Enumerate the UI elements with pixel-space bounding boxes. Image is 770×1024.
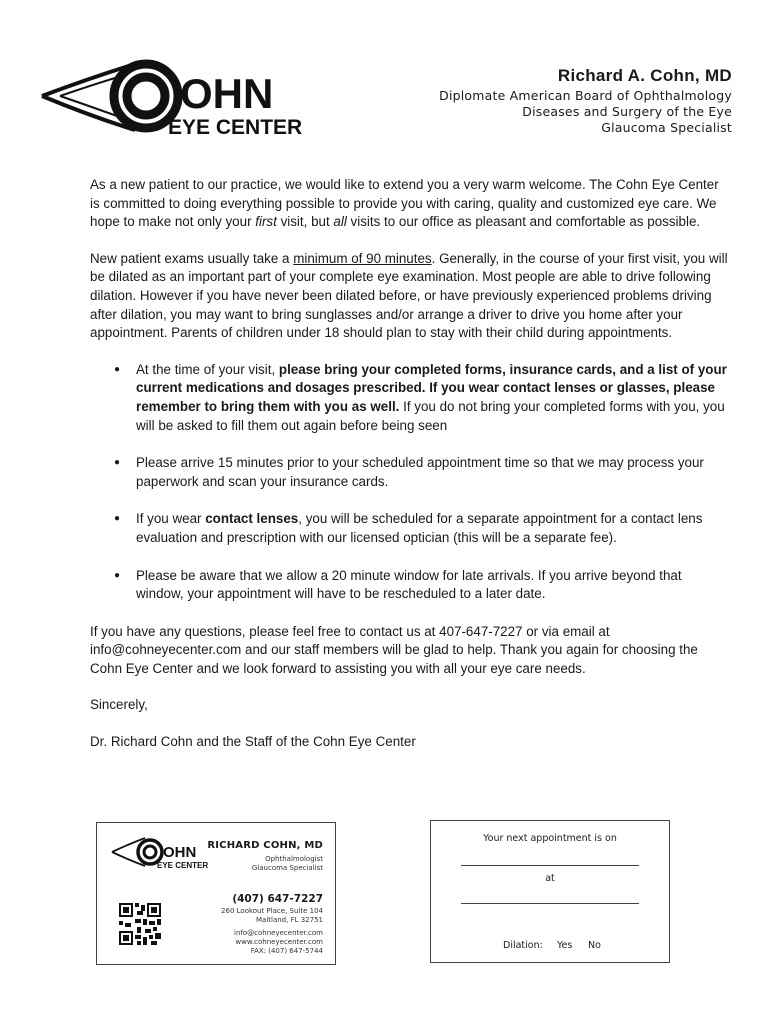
card-fax: FAX: (407) 647-5744 <box>250 947 323 955</box>
credential-line: Diseases and Surgery of the Eye <box>522 104 732 119</box>
contact-paragraph: If you have any questions, please feel free to contact us at 407-647-7227 or via email at info@cohneyecenter.com and our staff members will be glad to help. Thank you again for choosing the Cohn Eye Center and we look forward to assisting you with all your eye care needs. <box>90 623 698 676</box>
appointment-at: at <box>545 873 555 884</box>
credential-line: Glaucoma Specialist <box>601 120 732 135</box>
business-card <box>96 822 336 965</box>
card-phone: (407) 647-7227 <box>232 893 323 905</box>
dilation-label: Dilation: <box>503 940 543 951</box>
closing: Sincerely, <box>90 697 148 713</box>
list-item: ● At the time of your visit, please bring your completed forms, insurance cards, and a list of your current medications and dosages prescribed. If you wear contact lenses or glasses, please remember to bring them with you as well. If you do not bring your completed forms with you, you will be asked to fill them out again before being seen <box>136 361 732 435</box>
card-website: www.cohneyecenter.com <box>235 938 323 946</box>
dilation-yes[interactable]: Yes <box>557 940 573 951</box>
card-name: RICHARD COHN, MD <box>207 840 323 851</box>
credential-line: Diplomate American Board of Ophthalmology <box>439 88 732 103</box>
signature: Dr. Richard Cohn and the Staff of the Cohn Eye Center <box>90 734 416 750</box>
svg-text:EYE CENTER: EYE CENTER <box>157 861 209 870</box>
cohn-eye-center-logo <box>40 58 330 138</box>
eye-logo-icon <box>42 64 178 130</box>
time-line[interactable] <box>461 903 639 904</box>
svg-text:OHN: OHN <box>163 844 197 861</box>
card-title: Glaucoma Specialist <box>251 864 323 872</box>
doctor-name: Richard A. Cohn, MD <box>557 66 732 85</box>
list-item: ● If you wear contact lenses, you will be scheduled for a separate appointment for a contact lens evaluation and prescription with our licensed optician (this will be a separate fee). <box>136 510 732 547</box>
dilation-no[interactable]: No <box>588 940 601 951</box>
date-line[interactable] <box>461 865 639 866</box>
instructions-list <box>90 361 732 604</box>
card-email: info@cohneyecenter.com <box>234 929 323 937</box>
card-address: Maitland, FL 32751 <box>255 916 323 924</box>
list-item: ● Please be aware that we allow a 20 minute window for late arrivals. If you arrive beyond that window, your appointment will have to be rescheduled to a later date. <box>136 567 732 604</box>
letter-body <box>90 176 732 770</box>
appointment-card <box>430 820 670 963</box>
logo-sub-text: EYE CENTER <box>168 116 303 138</box>
qr-code-icon <box>119 903 161 945</box>
logo-main-text: OHN <box>180 70 274 117</box>
eye-logo-icon <box>112 838 162 866</box>
card-address: 260 Lookout Place, Suite 104 <box>221 907 323 915</box>
card-logo <box>111 835 216 871</box>
list-item: ● Please arrive 15 minutes prior to your scheduled appointment time so that we may process your paperwork and scan your insurance cards. <box>136 454 732 491</box>
card-title: Ophthalmologist <box>265 855 323 863</box>
welcome-paragraph: As a new patient to our practice, we would like to extend you a very warm welcome. The Cohn Eye Center is committed to doing everything possible to provide you with caring, quality and customized eye care. We hope to make not only your first visit, but all visits to our office as pleasant and comfortable as possible. <box>90 177 719 230</box>
appointment-title: Your next appointment is on <box>483 833 617 844</box>
exam-info-paragraph: New patient exams usually take a minimum of 90 minutes. Generally, in the course of your first visit, you will be dilated as an important part of your complete eye examination. Most people are able to drive following dilation. However if you have never been dilated before, or have previously experienced problems driving after dilation, you may want to bring sunglasses and/or arrange a driver to drive you home after your appointment. Parents of children under 18 should plan to stay with their child during appointments. <box>90 250 728 341</box>
